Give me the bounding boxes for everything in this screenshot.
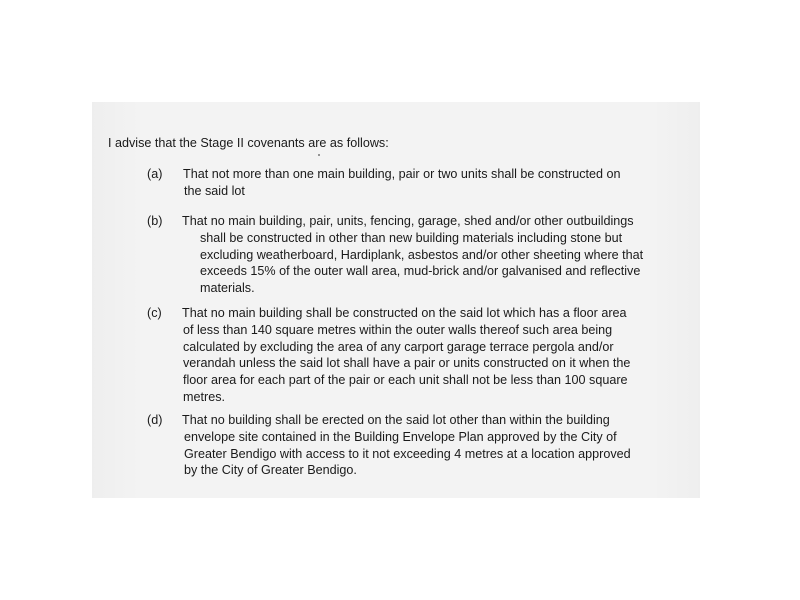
covenant-item-c [147,305,631,406]
item-line: envelope site contained in the Building Envelope Plan approved by the City of [184,429,617,444]
item-line: That no main building, pair, units, fencing, garage, shed and/or other outbuildings [182,214,634,228]
item-line: That not more than one main building, pair or two units shall be constructed on [183,167,621,181]
item-line: the said lot [184,183,245,198]
item-label: (c) [147,306,162,320]
item-label: (b) [147,214,163,228]
item-label: (d) [147,413,163,427]
item-line: materials. [200,281,255,296]
item-line: That no building shall be erected on the said lot other than within the building [182,413,610,427]
item-line: metres. [183,389,225,404]
item-line: exceeds 15% of the outer wall area, mud-brick and/or galvanised and reflective [200,264,641,279]
covenant-item-b [147,213,644,297]
item-line: calculated by excluding the area of any carport garage terrace pergola and/or [183,339,614,354]
covenant-item-a [147,166,621,200]
item-line: verandah unless the said lot shall have a pair or units constructed on it when the [183,356,631,371]
item-label: (a) [147,167,163,181]
item-line: excluding weatherboard, Hardiplank, asbestos and/or other sheeting where that [200,247,644,262]
item-line: That no main building shall be constructed on the said lot which has a floor area [182,306,627,320]
item-line: of less than 140 square metres within the outer walls thereof such area being [183,322,613,337]
item-line: by the City of Greater Bendigo. [184,463,357,478]
intro-sentence: I advise that the Stage II covenants are as follows: [108,136,389,150]
item-line: floor area for each part of the pair or each unit shall not be less than 100 square [183,373,628,388]
item-line: Greater Bendigo with access to it not exceeding 4 metres at a location approved [184,446,631,461]
item-line: shall be constructed in other than new building materials including stone but [200,230,623,245]
covenant-item-d [147,412,631,479]
